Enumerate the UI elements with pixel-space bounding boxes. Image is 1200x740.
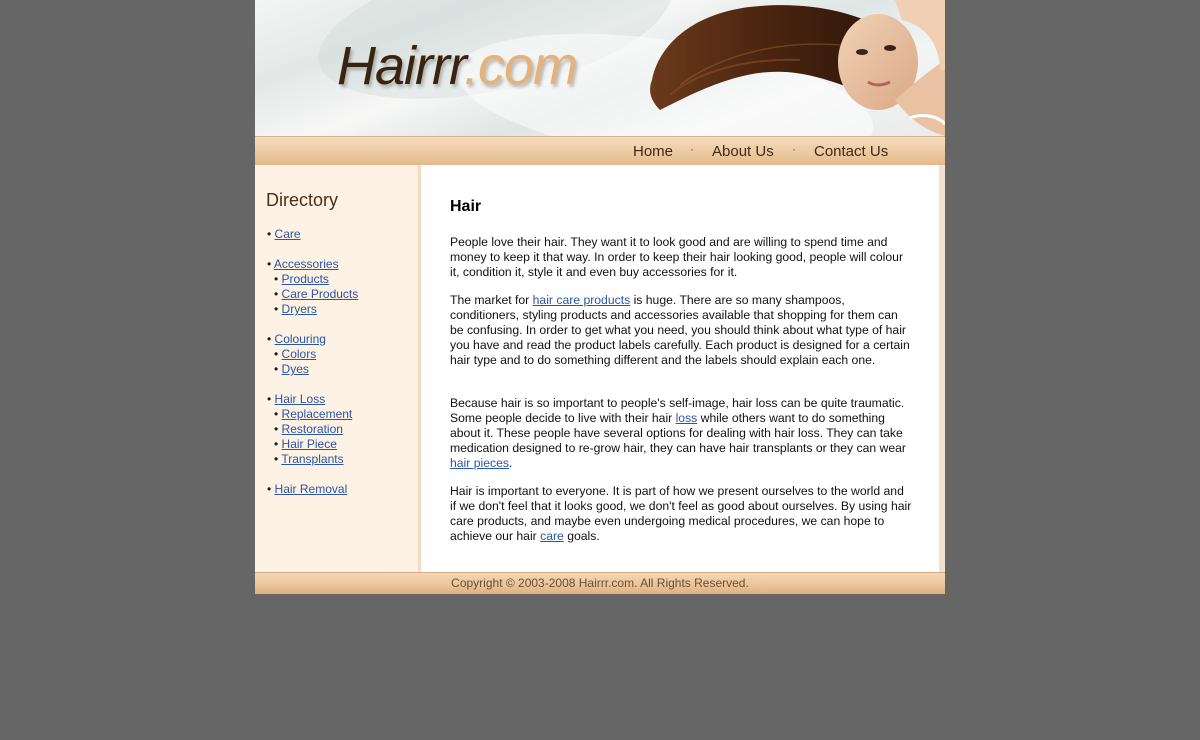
copyright-text: Copyright © 2003-2008 Hairrr.com. All Rights Reserved. xyxy=(451,576,749,590)
bullet: • xyxy=(267,257,272,271)
sidebar-item-colors xyxy=(274,347,316,361)
sidebar-item-restoration xyxy=(274,422,343,436)
article-paragraph xyxy=(450,235,912,280)
bullet: • xyxy=(274,437,279,451)
sidebar-item-products xyxy=(274,272,329,286)
sidebar-link-dyes[interactable]: Dyes xyxy=(281,362,309,376)
sidebar-item-dryers xyxy=(274,302,317,316)
nav-about-us[interactable]: About Us xyxy=(712,143,774,160)
logo-tld: .com xyxy=(463,36,578,96)
footer xyxy=(255,572,945,594)
site-logo[interactable] xyxy=(337,36,577,96)
page-container xyxy=(255,0,945,593)
sidebar-item-care-products xyxy=(274,287,358,301)
sidebar-link-care-products[interactable]: Care Products xyxy=(281,287,359,301)
bullet: • xyxy=(267,482,272,496)
paragraph-text: People love their hair. They want it to look good and are willing to spend time and money to keep it that way. In order to keep their hair looking good, people will colour it, condition it, style it and even buy accessories for it. xyxy=(450,235,904,279)
article-paragraph xyxy=(450,293,912,368)
paragraph-text: goals. xyxy=(563,529,600,543)
article-title: Hair xyxy=(450,198,482,215)
sidebar-item-hair-piece xyxy=(274,437,337,451)
main-content xyxy=(421,165,945,572)
bullet: • xyxy=(274,272,279,286)
article-paragraph xyxy=(450,484,912,544)
paragraph-text: Because hair is so important to people's self-image, hair loss can be quite traumatic. Some people decide to live with their hair xyxy=(450,396,905,425)
sidebar-item-hair-loss xyxy=(267,392,325,406)
bullet: • xyxy=(274,362,279,376)
sidebar-item-hair-removal xyxy=(267,482,347,496)
nav-separator: · xyxy=(792,142,796,156)
bullet: • xyxy=(274,407,279,421)
sidebar-link-care[interactable]: Care xyxy=(274,227,301,241)
sidebar-link-restoration[interactable]: Restoration xyxy=(281,422,343,436)
nav-contact-us[interactable]: Contact Us xyxy=(814,143,889,160)
bullet: • xyxy=(274,422,279,436)
paragraph-text: . xyxy=(508,456,513,470)
bullet: • xyxy=(267,332,272,346)
sidebar-item-transplants xyxy=(274,452,344,466)
sidebar-item-replacement xyxy=(274,407,352,421)
bullet: • xyxy=(267,227,272,241)
sidebar-item-dyes xyxy=(274,362,309,376)
sidebar-link-colouring[interactable]: Colouring xyxy=(274,332,326,346)
paragraph-text: The market for xyxy=(450,293,533,307)
header-banner xyxy=(255,0,945,136)
top-nav xyxy=(255,136,945,166)
bullet: • xyxy=(267,392,272,406)
sidebar-item-accessories xyxy=(267,257,339,271)
paragraph-text: while others want to do something about it. These people have several options for dealing with hair loss. They can take medication designed to re-grow hair, they can have hair transplants or they can wear xyxy=(450,411,906,455)
sidebar-link-transplants[interactable]: Transplants xyxy=(281,452,344,466)
link-hair-pieces[interactable]: hair pieces xyxy=(450,456,509,470)
sidebar-link-hair-piece[interactable]: Hair Piece xyxy=(281,437,337,451)
link-loss[interactable]: loss xyxy=(675,411,698,425)
bullet: • xyxy=(274,302,279,316)
paragraph-text: is huge. There are so many shampoos, conditioners, styling products and accessories available that shopping for them can be confusing. In order to get what you need, you should think about what type of hair you have and read the product labels carefully. Each product is designed for a certain hair type and to do something different and the labels should explain each one. xyxy=(450,293,910,367)
sidebar-link-dryers[interactable]: Dryers xyxy=(281,302,317,316)
sidebar-link-hair-loss[interactable]: Hair Loss xyxy=(274,392,326,406)
directory-title: Directory xyxy=(266,190,339,210)
sidebar-item-colouring xyxy=(267,332,326,346)
nav-separator: · xyxy=(690,142,694,156)
sidebar-directory xyxy=(255,165,421,572)
sidebar-item-care xyxy=(267,227,301,241)
model-photo xyxy=(640,0,945,136)
paragraph-text: Hair is important to everyone. It is part of how we present ourselves to the world and if we don't feel that it looks good, we don't feel as good about ourselves. By using hair care products, and maybe even undergoing medical procedures, we can hope to achieve our hair xyxy=(450,484,912,543)
bullet: • xyxy=(274,347,279,361)
article-paragraph xyxy=(450,396,912,471)
sidebar-link-colors[interactable]: Colors xyxy=(281,347,317,361)
link-hair-care-products[interactable]: hair care products xyxy=(532,293,631,307)
bullet: • xyxy=(274,287,279,301)
logo-brand: Hairrr xyxy=(337,36,464,96)
nav-home[interactable]: Home xyxy=(633,143,674,160)
link-care[interactable]: care xyxy=(540,529,564,543)
sidebar-link-products[interactable]: Products xyxy=(281,272,329,286)
bullet: • xyxy=(274,452,279,466)
sidebar-link-hair-removal[interactable]: Hair Removal xyxy=(274,482,348,496)
sidebar-link-accessories[interactable]: Accessories xyxy=(273,257,339,271)
sidebar-link-replacement[interactable]: Replacement xyxy=(281,407,353,421)
